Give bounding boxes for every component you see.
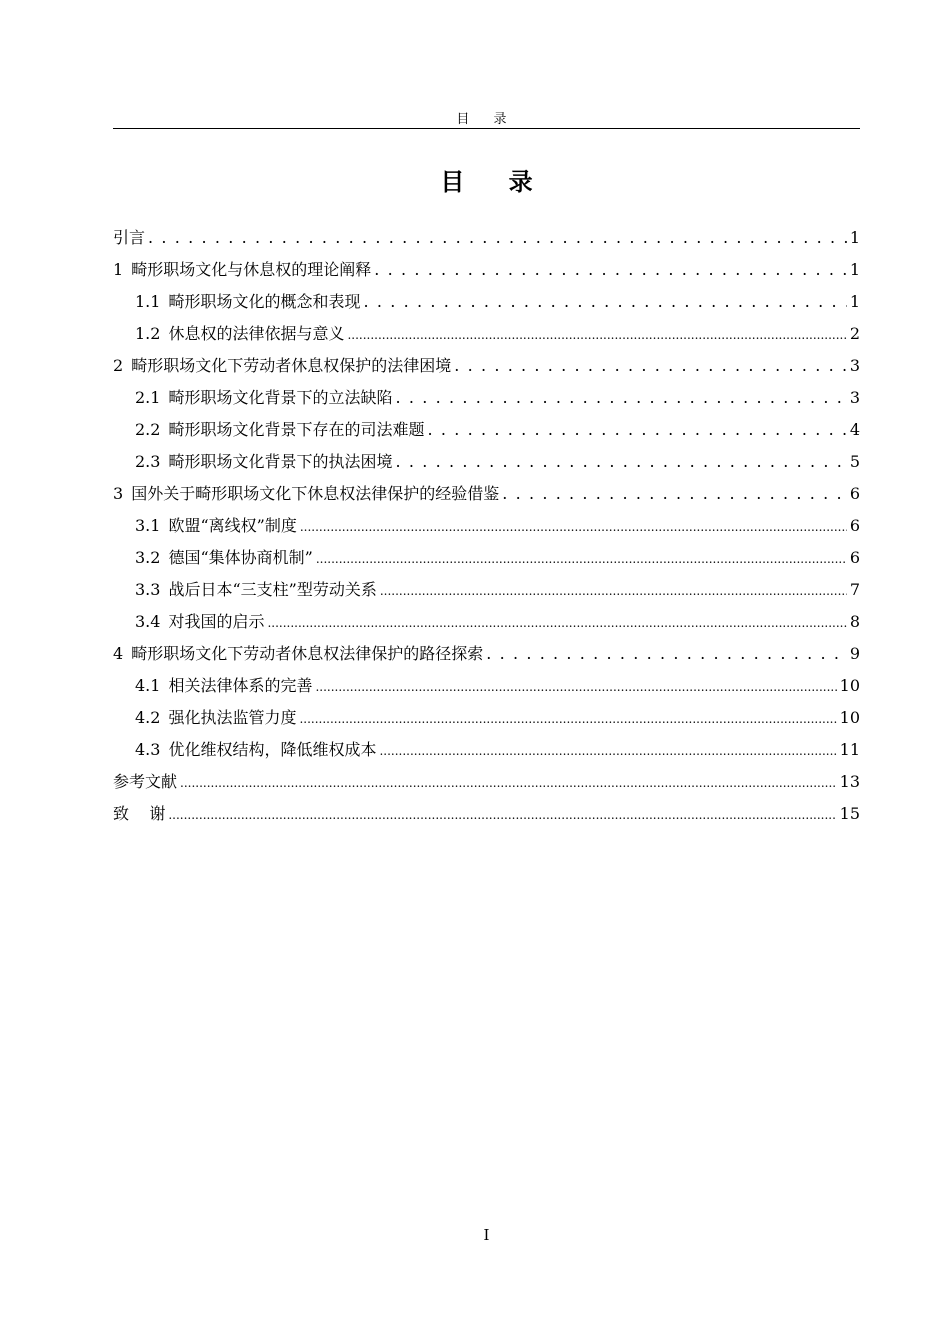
toc-entry-title: 相关法律体系的完善: [168, 676, 313, 695]
toc-dot-leader: [395, 382, 846, 414]
toc-dot-leader: [180, 766, 837, 799]
toc-entry-page: 11: [839, 740, 860, 759]
toc-entry-page: 10: [839, 708, 860, 727]
toc-entry[interactable]: [113, 670, 860, 702]
toc-entry-number: 3.2: [135, 548, 161, 567]
toc-title: 目 录: [440, 168, 551, 196]
toc-entry-title: 畸形职场文化背景下存在的司法难题: [168, 420, 425, 439]
toc-entry-number: 1.2: [135, 324, 161, 343]
toc-entry-number: 3.1: [135, 516, 161, 535]
toc-entry-number: 2.3: [135, 452, 161, 471]
toc-entry-number: 3.4: [135, 612, 161, 631]
toc-dot-leader: [168, 798, 836, 831]
toc-dot-leader: [267, 606, 846, 639]
toc-entry-page: 15: [839, 804, 860, 823]
toc-entry-title: 畸形职场文化背景下的立法缺陷: [168, 388, 393, 407]
toc-entry-page: 6: [849, 516, 860, 535]
toc-entry-title: 畸形职场文化的概念和表现: [168, 292, 361, 311]
toc-dot-leader: [316, 542, 847, 575]
toc-entry-title: 对我国的启示: [168, 612, 265, 631]
toc-entry-title: 引言: [113, 228, 146, 247]
toc-entry-number: 1.1: [135, 292, 161, 311]
toc-entry[interactable]: [113, 478, 860, 510]
toc-entry[interactable]: [113, 766, 860, 798]
toc-entry[interactable]: [113, 734, 860, 766]
toc-entry-title: 欧盟“离线权”制度: [168, 516, 297, 535]
toc-dot-leader: [486, 638, 847, 670]
toc-dot-leader: [380, 574, 847, 607]
toc-dot-leader: [379, 734, 836, 767]
toc-entry-number: 2.2: [135, 420, 161, 439]
toc-entry-number: 4.3: [135, 740, 161, 759]
toc-entry[interactable]: [113, 286, 860, 318]
toc-entry-number: 4.1: [135, 676, 161, 695]
toc-entry-page: 4: [849, 420, 860, 439]
toc-entry[interactable]: [113, 510, 860, 542]
toc-entry[interactable]: [113, 798, 860, 830]
toc-dot-leader: [148, 222, 847, 254]
toc-entry-page: 7: [849, 580, 860, 599]
toc-entry[interactable]: [113, 702, 860, 734]
toc-entry-page: 10: [839, 676, 860, 695]
toc-entry-page: 6: [849, 484, 860, 503]
toc-entry-page: 8: [849, 612, 860, 631]
toc-entry-page: 5: [849, 452, 860, 471]
toc-entry-page: 9: [849, 644, 860, 663]
toc-dot-leader: [454, 350, 847, 382]
toc-entry[interactable]: [113, 382, 860, 414]
toc-entry[interactable]: [113, 350, 860, 382]
toc-entry[interactable]: [113, 574, 860, 606]
toc-entry[interactable]: [113, 606, 860, 638]
toc-entry-number: 2: [113, 356, 124, 375]
toc-entry-page: 2: [849, 324, 860, 343]
toc-entry-title: 国外关于畸形职场文化下休息权法律保护的经验借鉴: [131, 484, 500, 503]
toc-dot-leader: [363, 286, 846, 318]
toc-dot-leader: [300, 510, 847, 543]
toc-entry-title: 德国“集体协商机制”: [168, 548, 313, 567]
toc-entry-title: 休息权的法律依据与意义: [168, 324, 345, 343]
toc-entry[interactable]: [113, 638, 860, 670]
footer-page-number: I: [483, 1226, 490, 1244]
toc-entry[interactable]: [113, 542, 860, 574]
toc-entry-title: 畸形职场文化下劳动者休息权法律保护的路径探索: [131, 644, 484, 663]
toc-entry-title: 强化执法监管力度: [168, 708, 297, 727]
toc-entry-number: 4.2: [135, 708, 161, 727]
toc-entry-title: 参考文献: [113, 772, 178, 791]
toc-entry[interactable]: [113, 254, 860, 286]
toc-entry-title: 畸形职场文化背景下的执法困境: [168, 452, 393, 471]
toc-entry-page: 1: [849, 228, 860, 247]
toc-dot-leader: [374, 254, 847, 286]
header-rule: [113, 128, 860, 129]
running-header: 目 录: [456, 112, 517, 127]
toc-entry-page: 1: [849, 260, 860, 279]
toc-entry-number: 1: [113, 260, 124, 279]
toc-entry-page: 1: [849, 292, 860, 311]
toc-entry-number: 3: [113, 484, 124, 503]
toc-entry-page: 3: [849, 388, 860, 407]
toc-entry[interactable]: [113, 318, 860, 350]
toc-entry[interactable]: [113, 222, 860, 254]
toc-entry-page: 6: [849, 548, 860, 567]
toc-entry-title: 优化维权结构，降低维权成本: [168, 740, 377, 759]
toc-entry-title: 畸形职场文化下劳动者休息权保护的法律困境: [131, 356, 452, 375]
toc-dot-leader: [299, 702, 836, 735]
toc-entry-number: 4: [113, 644, 124, 663]
toc-entry-number: 2.1: [135, 388, 161, 407]
table-of-contents: [113, 222, 860, 830]
toc-entry[interactable]: [113, 446, 860, 478]
toc-entry-title: 致 谢: [113, 804, 166, 823]
toc-entry-number: 3.3: [135, 580, 161, 599]
toc-dot-leader: [315, 670, 836, 703]
toc-dot-leader: [347, 318, 846, 351]
toc-dot-leader: [427, 414, 846, 446]
toc-entry[interactable]: [113, 414, 860, 446]
toc-dot-leader: [395, 446, 846, 478]
toc-dot-leader: [502, 478, 847, 510]
toc-entry-page: 13: [839, 772, 860, 791]
toc-entry-title: 畸形职场文化与休息权的理论阐释: [131, 260, 372, 279]
toc-entry-title: 战后日本“三支柱”型劳动关系: [168, 580, 377, 599]
toc-entry-page: 3: [849, 356, 860, 375]
